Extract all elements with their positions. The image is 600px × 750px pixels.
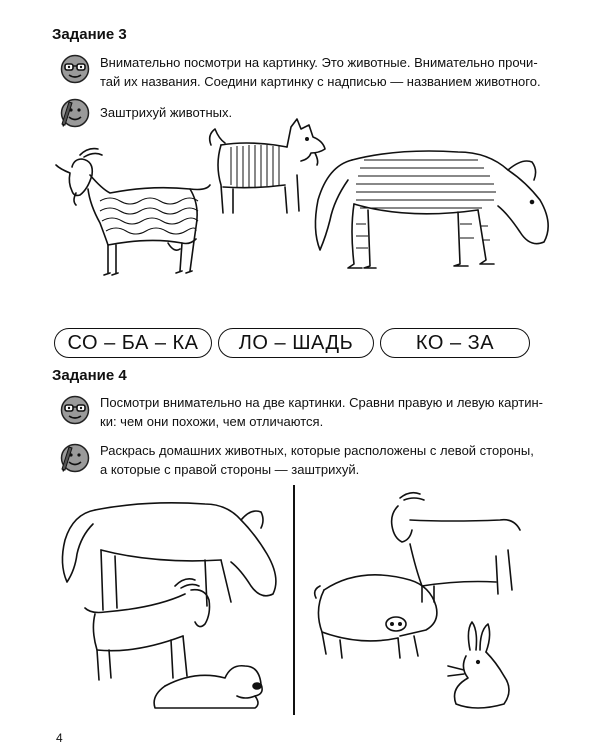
word-dog-label: СО – БА – КА	[67, 331, 199, 354]
vertical-divider	[293, 485, 295, 715]
task4-instruction-2-line1: Раскрась домашних животных, которые расположены с левой стороны,	[100, 443, 534, 458]
task4-instruction-1	[100, 393, 543, 431]
pencil-smiley-icon	[60, 443, 90, 473]
task4-heading: Задание 4	[52, 367, 127, 384]
page-number: 4	[56, 731, 63, 745]
task3-instruction-2: Заштрихуй животных.	[100, 105, 233, 120]
word-box-goat[interactable]	[380, 328, 530, 358]
task3-instruction-1-line1: Внимательно посмотри на картинку. Это животные. Внимательно прочи-	[100, 55, 538, 70]
goat-illustration	[50, 145, 220, 280]
glasses-smiley-icon	[60, 54, 90, 84]
task3-instruction-1-line2: тай их названия. Соедини картинку с надписью — названием животного.	[100, 74, 541, 89]
word-box-dog[interactable]	[54, 328, 212, 358]
left-animals-illustration	[55, 490, 290, 720]
word-horse-label: ЛО – ШАДЬ	[238, 331, 354, 354]
word-box-horse[interactable]	[218, 328, 374, 358]
glasses-smiley-icon	[60, 395, 90, 425]
task4-instruction-1-line1: Посмотри внимательно на две картинки. Сравни правую и левую картин-	[100, 395, 543, 410]
word-goat-label: КО – ЗА	[415, 331, 495, 354]
right-animals-illustration	[300, 490, 535, 720]
task4-instruction-2	[100, 441, 534, 479]
task4-instruction-2-line2: а которые с правой стороны — заштрихуй.	[100, 462, 360, 477]
task3-heading: Задание 3	[52, 26, 127, 43]
task3-instruction-1	[100, 53, 541, 91]
task4-instruction-1-line2: ки: чем они похожи, чем отличаются.	[100, 414, 324, 429]
pencil-smiley-icon	[60, 98, 90, 128]
horse-illustration	[308, 140, 560, 275]
